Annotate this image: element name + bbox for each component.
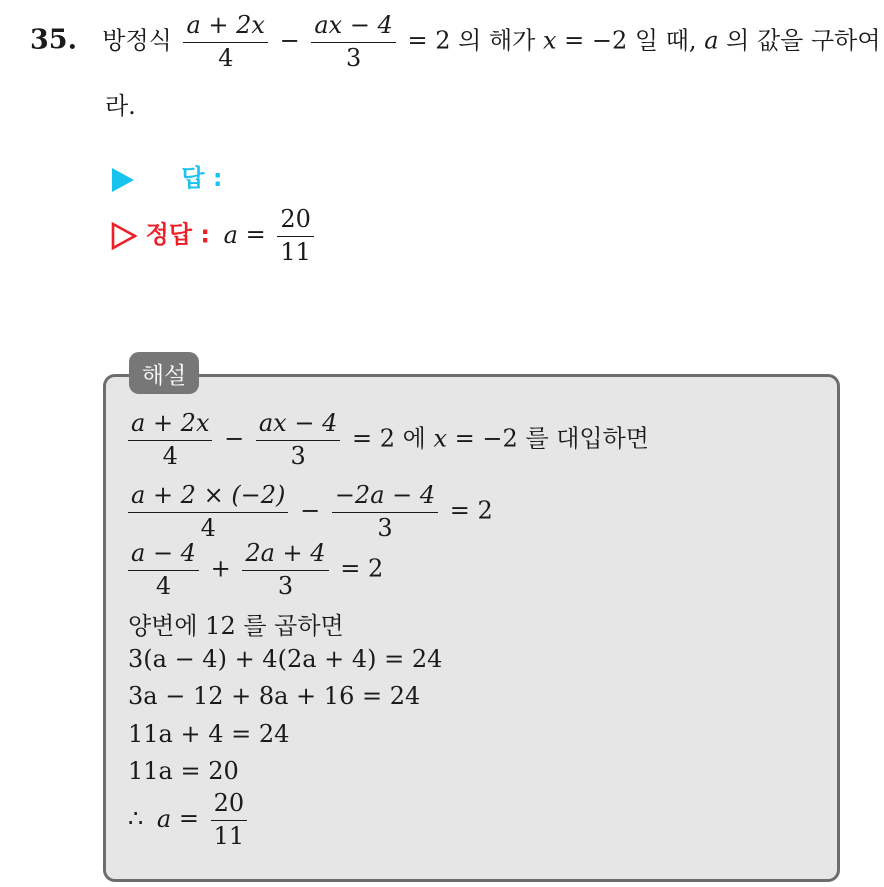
expl-l2-frac2-den: 3 [377,513,393,542]
final-fraction [211,790,248,850]
explanation-line-4: 양변에 12 를 곱하면 [128,612,344,640]
expl-l2-frac2-num: −2a − 4 [332,482,438,513]
question-fraction-1 [183,12,267,72]
expl-l3-frac1 [128,540,199,600]
explanation-line-5: 3(a − 4) + 4(2a + 4) = 24 [128,645,443,673]
expl-l1-frac1 [128,410,212,470]
expl-l1-frac2-num: ax − 4 [256,410,340,441]
expl-l2-op: − [300,496,321,525]
final-var: a [156,804,172,833]
correct-answer-den: 11 [280,237,311,266]
correct-answer-fraction [277,206,314,266]
correct-answer-row [110,206,318,266]
question-number: 35. [30,24,77,56]
expl-l1-frac1-den: 4 [162,441,178,470]
expl-l3-rhs: = 2 [340,554,384,583]
question-line-2: 라. [105,92,136,120]
expl-l1-frac1-num: a + 2x [128,410,212,441]
final-den: 11 [213,821,245,850]
correct-answer-eq: = [245,220,266,249]
expl-l1-text: 에 [402,424,426,453]
play-triangle-icon [110,166,136,194]
explanation-tab: 해설 [129,352,199,394]
question-tail-c: 의 값을 구하여 [726,26,881,55]
expl-l1-op: − [224,424,245,453]
question-fraction-1-den: 4 [218,43,234,72]
explanation-line-7: 11a + 4 = 24 [128,720,290,748]
answer-row [110,158,222,194]
final-eq: = [178,804,199,833]
question-var-a: a [704,26,719,55]
question-minus: − [279,26,300,55]
explanation-line-2 [128,482,493,542]
expl-l3-frac1-num: a − 4 [128,540,199,571]
expl-l2-frac1-den: 4 [200,513,216,542]
expl-l2-frac2 [332,482,438,542]
question-cond: = −2 [564,26,628,55]
expl-l3-frac2-num: 2a + 4 [242,540,328,571]
correct-answer-label: 정답 : [145,220,210,249]
question-rhs: = 2 [407,26,451,55]
answer-label: 답 : [181,164,223,192]
expl-l1-frac2 [256,410,340,470]
explanation-line-1 [128,410,649,470]
question-fraction-2-den: 3 [345,43,362,72]
expl-l3-frac1-den: 4 [155,571,172,600]
question-line-1 [30,12,881,72]
expl-l3-frac2-den: 3 [277,571,294,600]
question-fraction-2-num: ax − 4 [311,12,395,43]
explanation-line-3 [128,540,383,600]
expl-l2-rhs: = 2 [449,496,493,525]
explanation-line-8: 11a = 20 [128,757,239,785]
expl-l2-frac1-num: a + 2 × (−2) [128,482,288,513]
expl-l1-cond: = −2 [454,424,518,453]
outline-triangle-icon [110,221,138,251]
correct-answer-num: 20 [277,206,314,237]
expl-l1-tail: 를 대입하면 [525,424,649,453]
expl-l1-frac2-den: 3 [290,441,306,470]
expl-l1-rhs: = 2 [352,424,396,453]
question-tail-a: 의 해가 [458,26,536,55]
expl-l2-frac1 [128,482,288,542]
question-tail-b: 일 때, [634,26,697,55]
final-num: 20 [211,790,248,821]
therefore-symbol: ∴ [128,804,144,833]
question-fraction-2 [311,12,395,72]
correct-answer-var: a [223,220,238,249]
question-intro: 방정식 [102,26,172,55]
explanation-final [128,790,251,850]
question-cond-x: x [542,26,557,55]
question-fraction-1-num: a + 2x [183,12,267,43]
expl-l3-frac2 [242,540,328,600]
expl-l3-op: + [210,554,231,583]
explanation-line-6: 3a − 12 + 8a + 16 = 24 [128,682,421,710]
expl-l1-x: x [433,424,448,453]
